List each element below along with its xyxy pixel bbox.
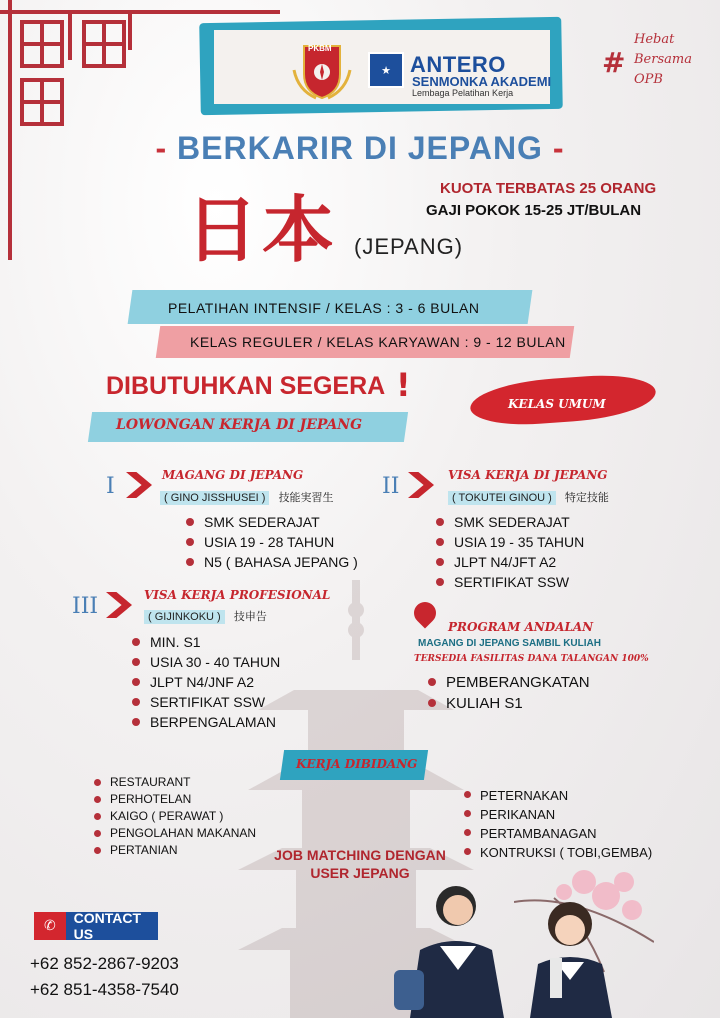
program-2-japanese: 特定技能 — [564, 492, 609, 504]
program-1-requirements — [182, 512, 358, 572]
antero-tagline: Lembaga Pelatihan Kerja — [412, 88, 514, 98]
antero-title: ANTERO — [410, 52, 506, 77]
program-1-title: MAGANG DI JEPANG — [162, 468, 304, 482]
list-item: SERTIFIKAT SSW — [128, 692, 280, 712]
flagship-items — [424, 672, 590, 714]
program-2-requirements — [432, 512, 584, 592]
list-item: KAIGO ( PERAWAT ) — [90, 808, 256, 825]
hashtag-text: Hebat Bersama OPB — [634, 32, 692, 87]
page-title — [0, 130, 720, 167]
program-2-subtitle: ( TOKUTEI GINOU ) — [448, 491, 556, 505]
list-item: PENGOLAHAN MAKANAN — [90, 825, 256, 842]
list-item: PERIKANAN — [460, 805, 652, 824]
pkbm-label: PKBM — [308, 44, 332, 53]
list-item: PETERNAKAN — [460, 786, 652, 805]
title-dash-left: - — [155, 130, 168, 166]
program-3-subtitle: ( GIJINKOKU ) — [144, 610, 225, 624]
program-1-subtitle: ( GINO JISSHUSEI ) — [160, 491, 269, 505]
urgent-title: DIBUTUHKAN SEGERA — [106, 372, 386, 400]
program-1-japanese: 技能実習生 — [278, 492, 334, 504]
list-item: PERTAMBANAGAN — [460, 824, 652, 843]
flagship-line-2: TERSEDIA FASILITAS DANA TALANGAN 100% — [414, 654, 649, 664]
fields-title: KERJA DIBIDANG — [296, 757, 418, 771]
title-dash-right: - — [552, 130, 565, 166]
fields-left-list — [90, 774, 256, 859]
phone-icon: ✆ — [34, 912, 66, 940]
students-illustration — [380, 880, 630, 1018]
program-3-subtitle-row — [144, 605, 271, 624]
hashtag-icon: # — [602, 46, 626, 79]
general-class-badge: KELAS UMUM — [508, 397, 606, 411]
list-item: SMK SEDERAJAT — [432, 512, 584, 532]
list-item: SERTIFIKAT SSW — [432, 572, 584, 592]
list-item: RESTAURANT — [90, 774, 256, 791]
list-item: SMK SEDERAJAT — [182, 512, 358, 532]
phone-number-1[interactable]: +62 852-2867-9203 — [30, 954, 179, 973]
antero-emblem: ★ — [368, 52, 404, 88]
program-3-title: VISA KERJA PROFESIONAL — [144, 588, 331, 602]
flagship-title: PROGRAM ANDALAN — [448, 620, 594, 634]
program-2-subtitle-row — [448, 486, 613, 505]
list-item: USIA 30 - 40 TAHUN — [128, 652, 280, 672]
list-item: MIN. S1 — [128, 632, 280, 652]
country-label: (JEPANG) — [354, 234, 464, 259]
antero-subtitle: SENMONKA AKADEMI — [412, 74, 552, 89]
job-matching-text: JOB MATCHING DENGAN USER JEPANG — [274, 847, 446, 881]
regular-class-text: KELAS REGULER / KELAS KARYAWAN : 9 - 12 BULAN — [190, 334, 566, 350]
program-1-subtitle-row — [160, 486, 338, 505]
contact-us-label: CONTACT US — [73, 912, 142, 940]
list-item: KONTRUKSI ( TOBI,GEMBA) — [460, 843, 652, 862]
list-item: KULIAH S1 — [424, 693, 590, 714]
numeral-1: I — [106, 474, 115, 499]
kanji-nihon: 日本 — [186, 188, 339, 272]
salary-text: GAJI POKOK 15-25 JT/BULAN — [426, 202, 642, 219]
fields-right-list — [460, 786, 652, 862]
quota-text: KUOTA TERBATAS 25 ORANG — [440, 180, 657, 197]
intensive-class-text: PELATIHAN INTENSIF / KELAS : 3 - 6 BULAN — [168, 300, 480, 316]
list-item: PERTANIAN — [90, 842, 256, 859]
list-item: USIA 19 - 35 TAHUN — [432, 532, 584, 552]
numeral-3: III — [72, 594, 99, 619]
list-item: PEMBERANGKATAN — [424, 672, 590, 693]
list-item: N5 ( BAHASA JEPANG ) — [182, 552, 358, 572]
contact-us-badge[interactable] — [34, 912, 158, 940]
list-item: USIA 19 - 28 TAHUN — [182, 532, 358, 552]
vacancy-subtitle: LOWONGAN KERJA DI JEPANG — [116, 417, 363, 433]
list-item: PERHOTELAN — [90, 791, 256, 808]
list-item: JLPT N4/JNF A2 — [128, 672, 280, 692]
list-item: JLPT N4/JFT A2 — [432, 552, 584, 572]
list-item: BERPENGALAMAN — [128, 712, 280, 732]
exclamation-icon: ! — [396, 366, 411, 404]
phone-number-2[interactable]: +62 851-4358-7540 — [30, 980, 179, 999]
title-text: BERKARIR DI JEPANG — [177, 130, 543, 166]
flagship-line-1: MAGANG DI JEPANG SAMBIL KULIAH — [418, 638, 601, 649]
program-3-japanese: 技申告 — [233, 611, 267, 623]
numeral-2: II — [382, 474, 400, 499]
program-3-requirements — [128, 632, 280, 732]
program-2-title: VISA KERJA DI JEPANG — [448, 468, 608, 482]
